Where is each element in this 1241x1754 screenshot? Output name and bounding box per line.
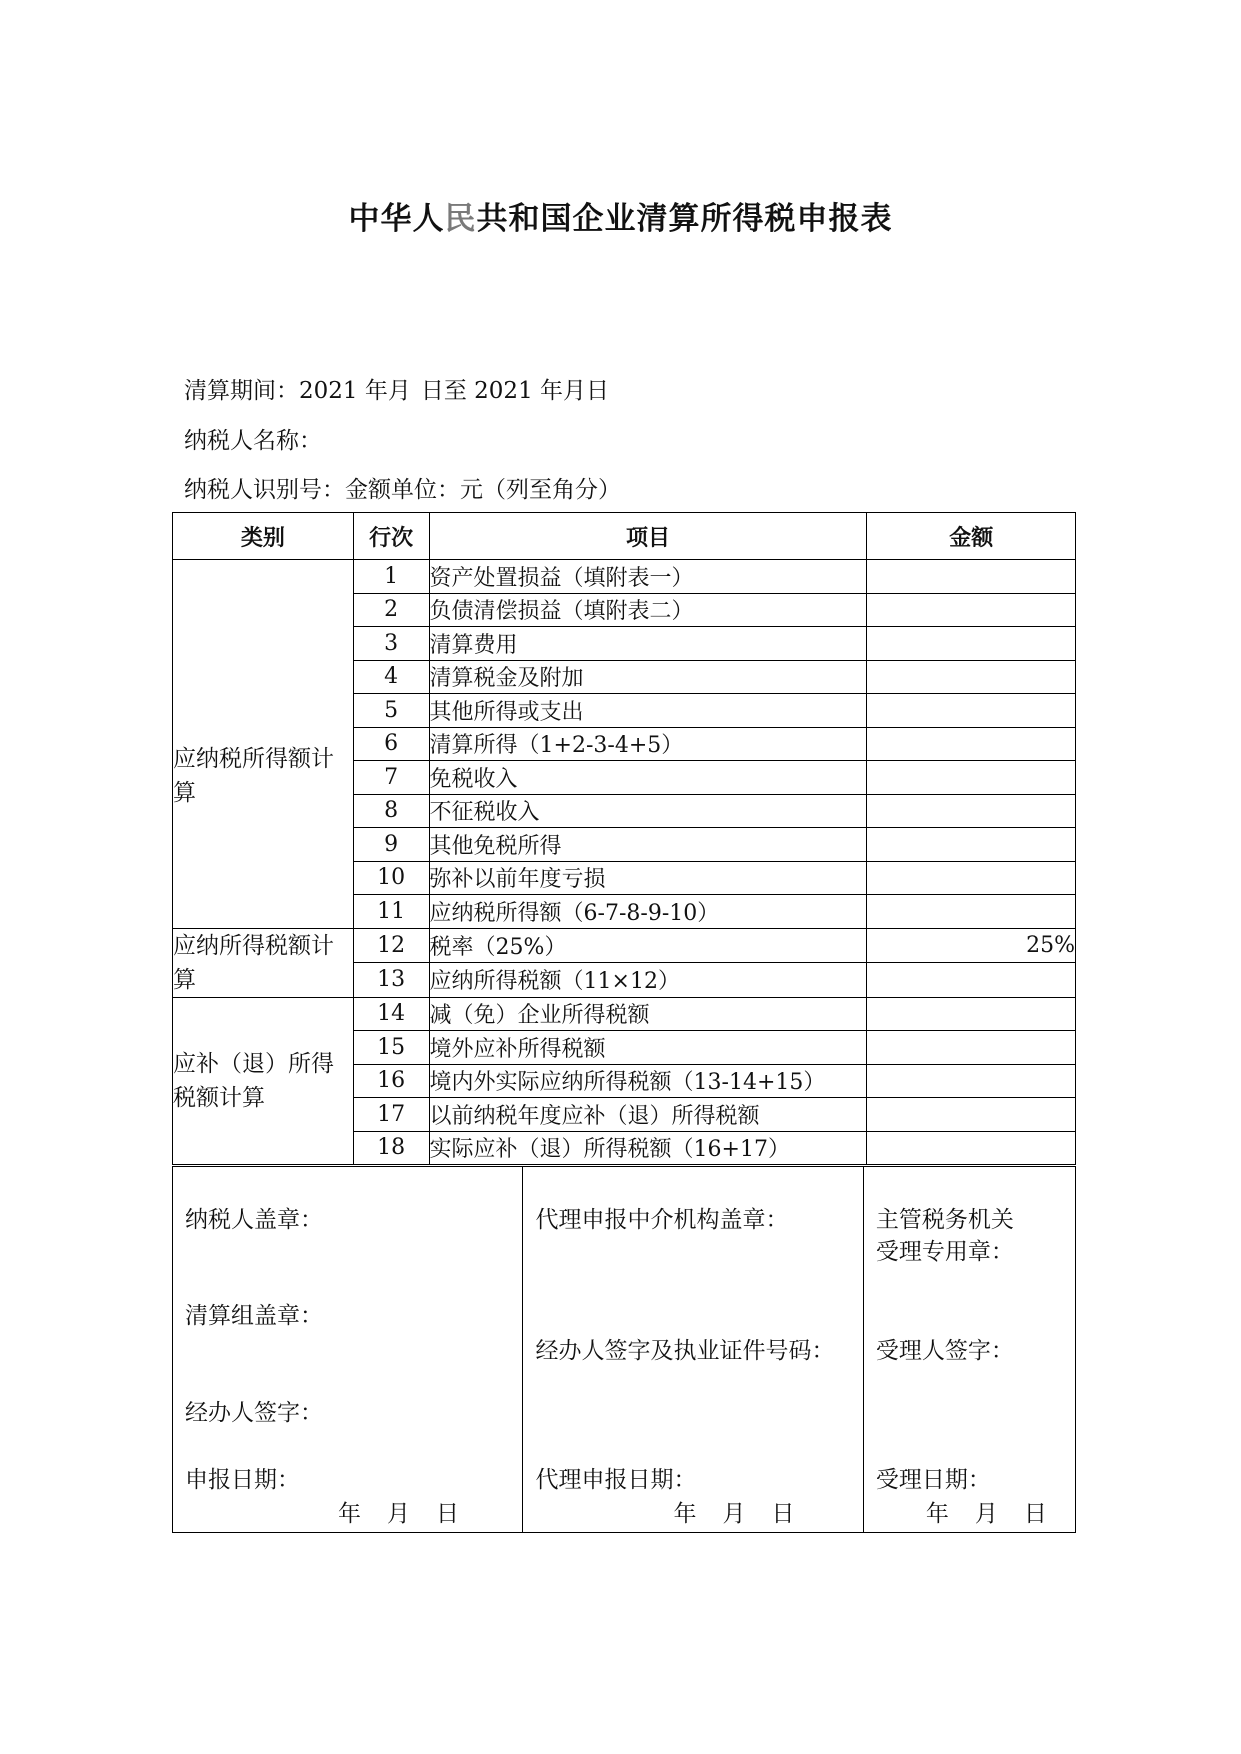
- receiver-sign-label: 受理人签字：: [875, 1338, 1014, 1364]
- row-item: 应纳所得税额（11×12）: [429, 963, 867, 998]
- agency-date-fields: 年 月 日: [673, 1501, 795, 1527]
- table-header-row: [173, 513, 1076, 560]
- row-number: 8: [353, 794, 429, 828]
- category-label: 应纳税所得额计算: [173, 745, 334, 806]
- row-item: 实际应补（退）所得税额（16+17）: [429, 1131, 867, 1165]
- row-number: 18: [353, 1131, 429, 1165]
- agency-signature-cell: [523, 1167, 863, 1533]
- header-amount: 金额: [867, 513, 1076, 560]
- agent-sign-label: 经办人签字及执业证件号码：: [535, 1338, 835, 1364]
- row-number: 9: [353, 828, 429, 862]
- row-amount[interactable]: [867, 1131, 1076, 1165]
- row-amount[interactable]: [867, 828, 1076, 862]
- row-item: 其他所得或支出: [429, 694, 867, 728]
- row-number: 4: [353, 660, 429, 694]
- row-number: 17: [353, 1098, 429, 1132]
- authority-signature-cell: [863, 1167, 1075, 1533]
- row-amount[interactable]: [867, 895, 1076, 929]
- row-amount[interactable]: [867, 660, 1076, 694]
- header-item: 项目: [429, 513, 867, 560]
- taxpayer-name-label: 纳税人名称：: [184, 428, 322, 454]
- row-amount[interactable]: [867, 761, 1076, 795]
- row-number: 2: [353, 593, 429, 627]
- row-number: 7: [353, 761, 429, 795]
- row-amount[interactable]: [867, 1031, 1076, 1065]
- handler-sign-label: 经办人签字：: [185, 1400, 323, 1426]
- row-amount[interactable]: [867, 963, 1076, 998]
- row-item: 清算费用: [429, 627, 867, 661]
- row-item: 负债清偿损益（填附表二）: [429, 593, 867, 627]
- row-amount[interactable]: 25%: [867, 928, 1076, 963]
- row-amount[interactable]: [867, 593, 1076, 627]
- row-number: 13: [353, 963, 429, 998]
- agency-date-label: 代理申报日期：: [535, 1467, 697, 1493]
- category-cell: [173, 560, 354, 929]
- row-number: 11: [353, 895, 429, 929]
- row-number: 1: [353, 560, 429, 594]
- row-item: 应纳税所得额（6-7-8-9-10）: [429, 895, 867, 929]
- row-number: 10: [353, 861, 429, 895]
- row-amount[interactable]: [867, 861, 1076, 895]
- row-item: 清算所得（1+2-3-4+5）: [429, 727, 867, 761]
- header-row-no: 行次: [353, 513, 429, 560]
- row-amount[interactable]: [867, 560, 1076, 594]
- row-item: 清算税金及附加: [429, 660, 867, 694]
- row-item: 境内外实际应纳所得税额（13-14+15）: [429, 1064, 867, 1098]
- report-date-fields: 年 月 日: [338, 1501, 459, 1527]
- header-category: 类别: [173, 513, 354, 560]
- row-item: 资产处置损益（填附表一）: [429, 560, 867, 594]
- category-label: 应补（退）所得税额计算: [173, 1050, 334, 1111]
- taxpayer-signature-cell: [173, 1167, 523, 1533]
- category-label: 应纳所得税额计算: [173, 932, 334, 993]
- row-amount[interactable]: [867, 694, 1076, 728]
- table-row: [173, 928, 1076, 963]
- row-amount[interactable]: [867, 627, 1076, 661]
- receive-date-label: 受理日期：: [875, 1467, 991, 1493]
- agency-seal-label: 代理申报中介机构盖章：: [535, 1207, 789, 1233]
- row-item: 税率（25%）: [429, 928, 867, 963]
- taxpayer-seal-label: 纳税人盖章：: [185, 1207, 323, 1233]
- row-number: 12: [353, 928, 429, 963]
- row-amount[interactable]: [867, 1098, 1076, 1132]
- taxpayer-id-label: 纳税人识别号：金额单位：元（列至角分）: [184, 477, 621, 503]
- row-number: 14: [353, 997, 429, 1031]
- category-cell: [173, 997, 354, 1165]
- row-number: 15: [353, 1031, 429, 1065]
- row-amount[interactable]: [867, 794, 1076, 828]
- row-item: 免税收入: [429, 761, 867, 795]
- table-row: [173, 560, 1076, 594]
- row-item: 减（免）企业所得税额: [429, 997, 867, 1031]
- row-amount[interactable]: [867, 997, 1076, 1031]
- signature-section: [172, 1166, 1076, 1533]
- authority-seal-label-2: 受理专用章：: [875, 1239, 1014, 1265]
- row-item: 境外应补所得税额: [429, 1031, 867, 1065]
- page-title: 中华人民共和国企业清算所得税申报表: [348, 201, 893, 237]
- declaration-table: [172, 512, 1076, 1165]
- row-amount[interactable]: [867, 1064, 1076, 1098]
- row-item: 不征税收入: [429, 794, 867, 828]
- authority-seal-label-1: 主管税务机关: [875, 1207, 1014, 1233]
- row-item: 其他免税所得: [429, 828, 867, 862]
- row-amount[interactable]: [867, 727, 1076, 761]
- report-date-label: 申报日期：: [185, 1467, 300, 1493]
- row-item: 弥补以前年度亏损: [429, 861, 867, 895]
- row-number: 6: [353, 727, 429, 761]
- row-number: 3: [353, 627, 429, 661]
- liquidation-period: 清算期间：2021 年月 日至 2021 年月日: [184, 378, 610, 404]
- row-number: 16: [353, 1064, 429, 1098]
- liquidation-seal-label: 清算组盖章：: [185, 1303, 323, 1329]
- category-cell: [173, 928, 354, 997]
- receive-date-fields: 年 月 日: [925, 1501, 1047, 1527]
- row-item: 以前纳税年度应补（退）所得税额: [429, 1098, 867, 1132]
- row-number: 5: [353, 694, 429, 728]
- table-row: [173, 997, 1076, 1031]
